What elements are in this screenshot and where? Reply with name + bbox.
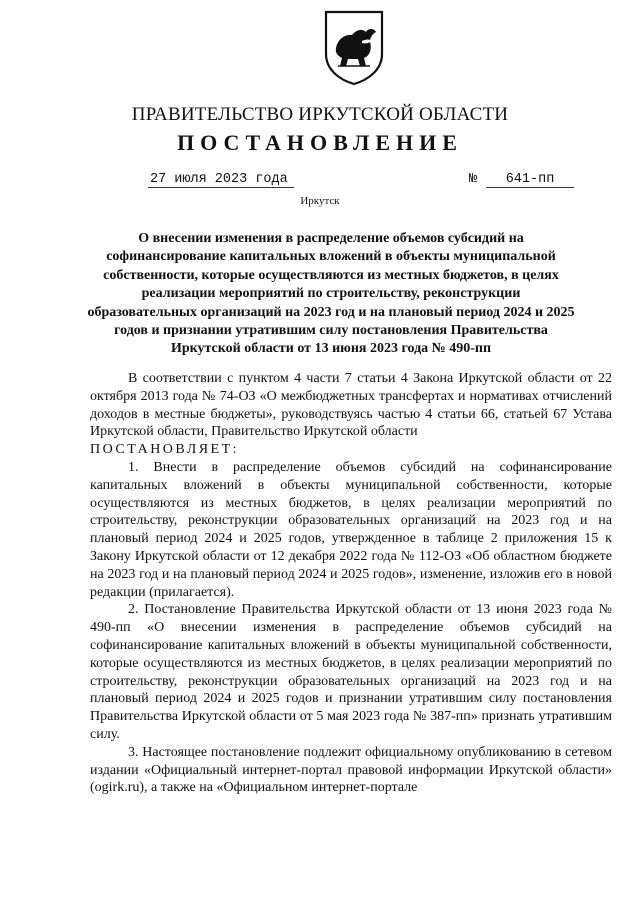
document-number: 641-пп bbox=[486, 172, 574, 188]
document-body bbox=[90, 370, 612, 797]
item-1-paragraph: 1. Внести в распределение объемов субсидий на софинансирование капитальных вложений в объекты муниципальной собственности, которые осуществляются из местных бюджетов, в целях реализации мероприятий по строительству, реконструкции образовательных организаций на 2023 год и на плановый период 2024 и 2025 годов, утвержденное в таблице 2 приложения 15 к Закону Иркутской области от 12 декабря 2022 года № 112-ОЗ «Об областном бюджете на 2023 год и на плановый период 2024 и 2025 годов», изменение, изложив его в новой редакции (прилагается). bbox=[90, 459, 612, 600]
government-name: ПРАВИТЕЛЬСТВО ИРКУТСКОЙ ОБЛАСТИ bbox=[131, 104, 509, 125]
document-heading: О внесении изменения в распределение объемов субсидий на софинансирование капитальных вложений в объекты муниципальной собственности, которые осуществляются из местных бюджетов, в целях реализации мероприятий по строительству, реконструкции образовательных организаций на 2023 год и на плановый период 2024 и 2025 годов и признании утратившим силу постановления Правительства Иркутской области от 13 июня 2023 года № 490-пп bbox=[87, 231, 575, 357]
city: Иркутск bbox=[300, 195, 340, 207]
irkutsk-coat-of-arms-icon bbox=[322, 8, 386, 86]
preamble-paragraph: В соответствии с пунктом 4 части 7 статьи 4 Закона Иркутской области от 22 октября 2013 года № 74-ОЗ «О межбюджетных трансфертах и нормативах отчислений доходов в местные бюджеты», руководствуясь частью 4 статьи 66, статьей 67 Устава Иркутской области, Правительство Иркутской области bbox=[90, 371, 612, 440]
document-date: 27 июля 2023 года bbox=[148, 172, 294, 188]
resolves-line: ПОСТАНОВЛЯЕТ: bbox=[90, 442, 240, 458]
number-sign: № bbox=[469, 172, 478, 187]
item-3-paragraph: 3. Настоящее постановление подлежит официальному опубликованию в сетевом издании «Официальный интернет-портал правовой информации Иркутской области» (ogirk.ru), а также на «Официальном интернет-портале bbox=[90, 744, 612, 796]
document-type: ПОСТАНОВЛЕНИЕ bbox=[177, 130, 463, 155]
item-2-paragraph: 2. Постановление Правительства Иркутской области от 13 июня 2023 года № 490-пп «О внесении изменения в распределение объемов субсидий на софинансирование капитальных вложений в объекты муниципальной собственности, которые осуществляются из местных бюджетов, в целях реализации мероприятий по строительству, реконструкции образовательных организаций на 2023 год и на плановый период 2024 и 2025 годов и признании утратившим силу постановления Правительства Иркутской области от 5 мая 2023 года № 387-пп» признать утратившим силу. bbox=[90, 602, 612, 742]
